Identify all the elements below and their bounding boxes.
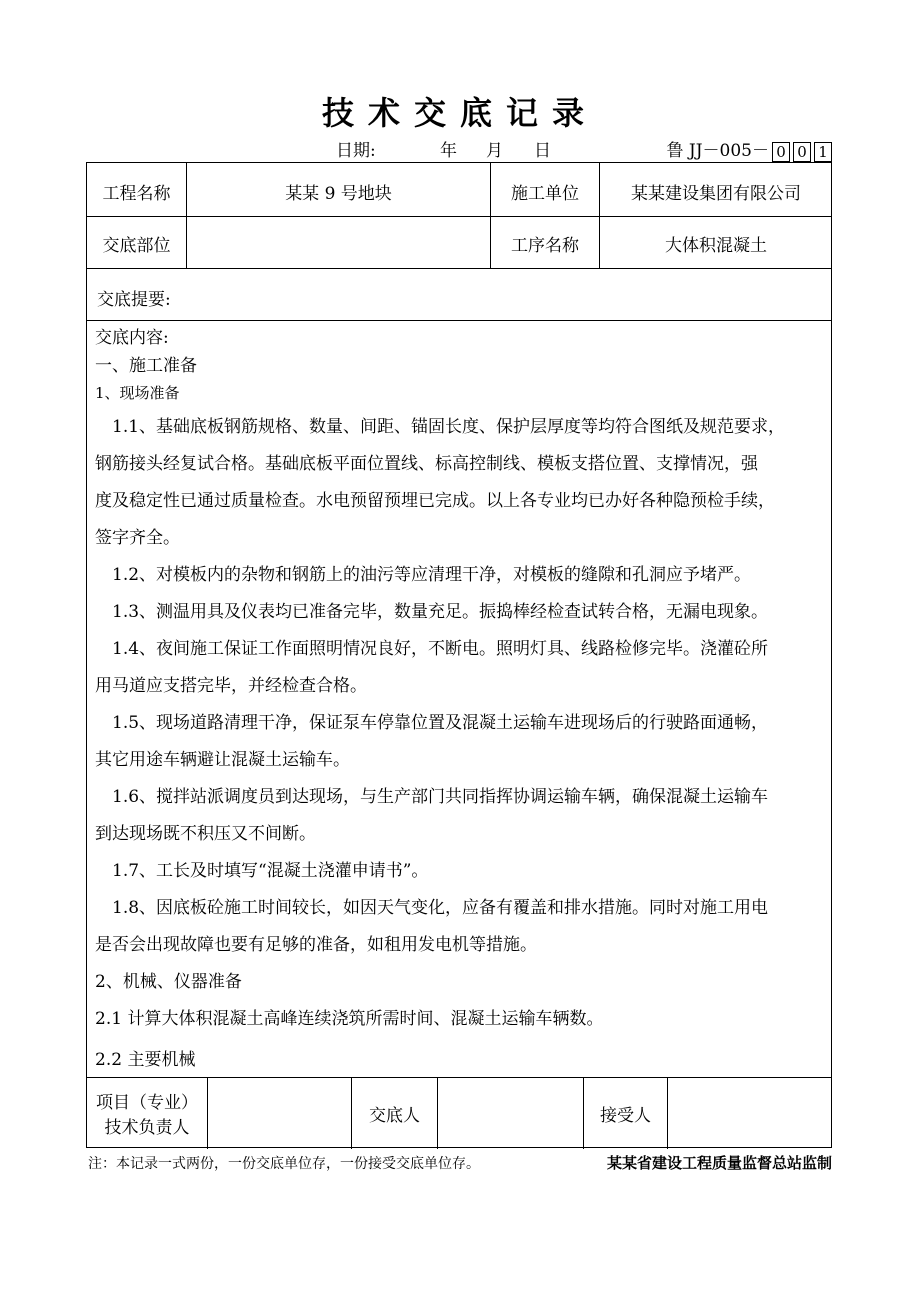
content-line: 度及稳定性已通过质量检查。水电预留预埋已完成。以上各专业均已办好各种隐预检手续， bbox=[95, 491, 775, 511]
content-line: 1.3、测温用具及仪表均已准备完毕，数量充足。振捣棒经检查试转合格，无漏电现象。 bbox=[95, 602, 769, 622]
date-label: 日期: bbox=[336, 141, 376, 161]
content-line: 2.1 计算大体积混凝土高峰连续浇筑所需时间、混凝土运输车辆数。 bbox=[95, 1009, 604, 1029]
discloser-label: 交底人 bbox=[369, 1106, 420, 1126]
process-name-label: 工序名称 bbox=[511, 236, 579, 256]
footer-organization: 某某省建设工程质量监督总站监制 bbox=[606, 1154, 832, 1172]
content-line: 1.2、对模板内的杂物和钢筋上的油污等应清理干净，对模板的缝隙和孔洞应予堵严。 bbox=[95, 565, 752, 585]
disclosure-summary-label: 交底提要: bbox=[97, 290, 171, 310]
date-day-label: 日 bbox=[534, 141, 551, 161]
column-divider bbox=[207, 1077, 208, 1149]
record-code-digit: 0 bbox=[772, 142, 790, 162]
content-line: 一、施工准备 bbox=[95, 356, 197, 376]
disclosure-content-label: 交底内容: bbox=[95, 328, 169, 348]
record-code-digit: 0 bbox=[793, 142, 811, 162]
date-year-label: 年 bbox=[440, 141, 457, 161]
row-divider bbox=[87, 216, 831, 217]
record-code bbox=[667, 136, 832, 162]
content-line: 2、机械、仪器准备 bbox=[95, 972, 242, 992]
column-divider bbox=[667, 1077, 668, 1149]
content-line: 1、现场准备 bbox=[95, 384, 180, 402]
content-line: 用马道应支搭完毕，并经检查合格。 bbox=[95, 676, 367, 696]
receiver-label: 接受人 bbox=[600, 1106, 651, 1126]
project-name-value: 某某 9 号地块 bbox=[285, 184, 392, 204]
disclosure-part-label: 交底部位 bbox=[102, 236, 171, 256]
record-code-digit: 1 bbox=[814, 142, 832, 162]
process-name-value: 大体积混凝土 bbox=[665, 236, 767, 256]
project-name-label: 工程名称 bbox=[102, 184, 171, 204]
content-line: 1.5、现场道路清理干净，保证泵车停靠位置及混凝土运输车进现场后的行驶路面通畅， bbox=[95, 713, 769, 733]
construction-unit-label: 施工单位 bbox=[511, 184, 579, 204]
content-line: 是否会出现故障也要有足够的准备，如租用发电机等措施。 bbox=[95, 935, 537, 955]
date-month-label: 月 bbox=[486, 141, 503, 161]
record-code-prefix: 鲁 JJ－005－ bbox=[666, 141, 769, 161]
content-line: 1.1、基础底板钢筋规格、数量、间距、锚固长度、保护层厚度等均符合图纸及规范要求， bbox=[95, 417, 786, 437]
tech-lead-label-line-2: 技术负责人 bbox=[104, 1118, 190, 1138]
row-divider bbox=[87, 320, 831, 321]
construction-unit-value: 某某建设集团有限公司 bbox=[631, 184, 801, 204]
column-divider bbox=[437, 1077, 438, 1149]
content-line: 2.2 主要机械 bbox=[95, 1050, 196, 1070]
content-line: 到达现场既不积压又不间断。 bbox=[95, 824, 316, 844]
content-line: 1.7、工长及时填写“混凝土浇灌申请书”。 bbox=[95, 861, 429, 881]
document-title: 技术交底记录 bbox=[321, 94, 598, 132]
content-line: 1.4、夜间施工保证工作面照明情况良好，不断电。照明灯具、线路检修完毕。浇灌砼所 bbox=[95, 639, 769, 659]
content-line: 钢筋接头经复试合格。基础底板平面位置线、标高控制线、模板支搭位置、支撑情况，强 bbox=[95, 454, 758, 474]
content-line: 其它用途车辆避让混凝土运输车。 bbox=[95, 750, 350, 770]
content-line: 1.6、搅拌站派调度员到达现场，与生产部门共同指挥协调运输车辆，确保混凝土运输车 bbox=[95, 787, 769, 807]
footer-note: 注：本记录一式两份，一份交底单位存，一份接受交底单位存。 bbox=[88, 1156, 480, 1172]
content-line: 1.8、因底板砼施工时间较长，如因天气变化，应备有覆盖和排水措施。同时对施工用电 bbox=[95, 898, 769, 918]
record-form bbox=[86, 162, 832, 1148]
content-line: 签字齐全。 bbox=[95, 528, 180, 548]
row-divider bbox=[87, 1077, 831, 1078]
row-divider bbox=[87, 268, 831, 269]
tech-lead-label-line-1: 项目（专业） bbox=[96, 1093, 198, 1113]
